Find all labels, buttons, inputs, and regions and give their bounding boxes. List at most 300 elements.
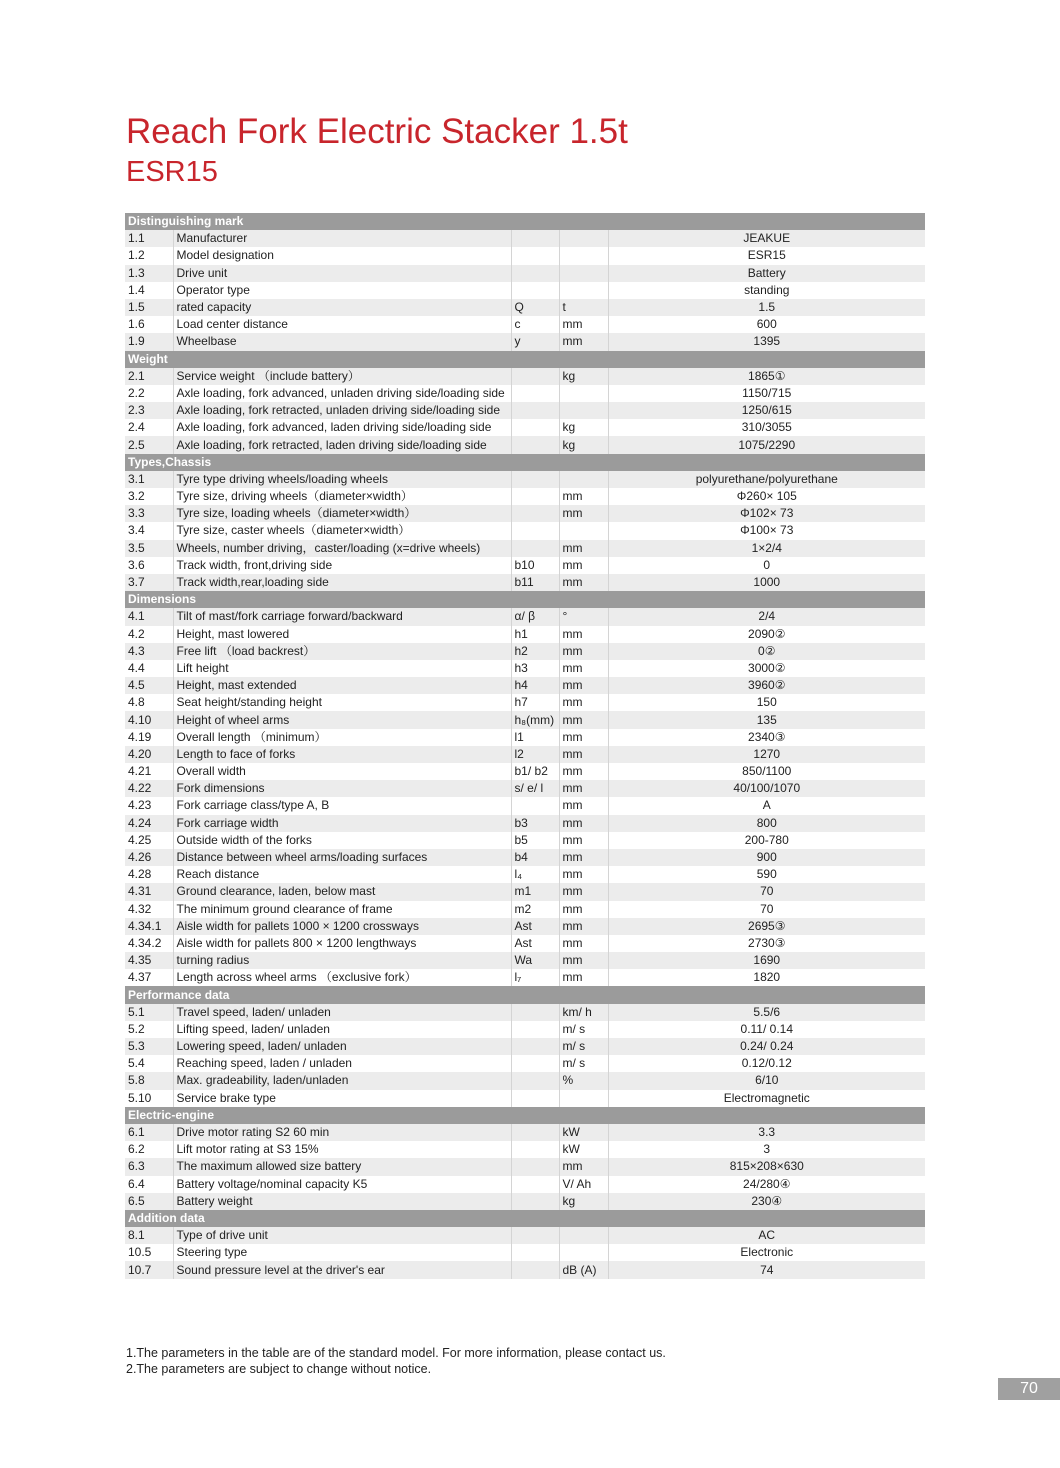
- parameter-name: Axle loading, fork advanced, unladen driving side/loading side: [173, 385, 511, 402]
- unit: mm: [559, 505, 608, 522]
- value: Electromagnetic: [608, 1090, 925, 1107]
- symbol: [511, 505, 559, 522]
- row-number: 3.7: [125, 574, 173, 591]
- row-number: 10.5: [125, 1244, 173, 1261]
- section-title: Electric-engine: [125, 1107, 925, 1124]
- unit: mm: [559, 626, 608, 643]
- unit: [559, 471, 608, 488]
- unit: mm: [559, 746, 608, 763]
- symbol: [511, 1021, 559, 1038]
- row-number: 4.37: [125, 969, 173, 986]
- parameter-name: Lowering speed, laden/ unladen: [173, 1038, 511, 1055]
- row-number: 3.1: [125, 471, 173, 488]
- value: 0.11/ 0.14: [608, 1021, 925, 1038]
- parameter-name: Max. gradeability, laden/unladen: [173, 1072, 511, 1089]
- value: A: [608, 797, 925, 814]
- section-header: [125, 591, 925, 608]
- value: 1690: [608, 952, 925, 969]
- value: 5.5/6: [608, 1004, 925, 1021]
- symbol: α/ β: [511, 608, 559, 625]
- symbol: [511, 282, 559, 299]
- unit: mm: [559, 1158, 608, 1175]
- row-number: 2.1: [125, 368, 173, 385]
- symbol: [511, 1038, 559, 1055]
- table-row: [125, 969, 925, 986]
- row-number: 4.32: [125, 901, 173, 918]
- symbol: Ast: [511, 935, 559, 952]
- symbol: [511, 265, 559, 282]
- value: 600: [608, 316, 925, 333]
- value: 230④: [608, 1193, 925, 1210]
- symbol: [511, 471, 559, 488]
- value: Φ102× 73: [608, 505, 925, 522]
- parameter-name: Lift motor rating at S3 15%: [173, 1141, 511, 1158]
- table-row: [125, 694, 925, 711]
- table-row: [125, 901, 925, 918]
- table-row: [125, 1124, 925, 1141]
- symbol: l1: [511, 729, 559, 746]
- row-number: 3.6: [125, 557, 173, 574]
- parameter-name: Model designation: [173, 247, 511, 264]
- table-row: [125, 1021, 925, 1038]
- row-number: 6.2: [125, 1141, 173, 1158]
- row-number: 1.9: [125, 333, 173, 350]
- parameter-name: The maximum allowed size battery: [173, 1158, 511, 1175]
- unit: mm: [559, 866, 608, 883]
- row-number: 4.1: [125, 608, 173, 625]
- unit: kg: [559, 436, 608, 453]
- value: 3.3: [608, 1124, 925, 1141]
- row-number: 1.1: [125, 230, 173, 247]
- symbol: [511, 402, 559, 419]
- parameter-name: Outside width of the forks: [173, 832, 511, 849]
- section-header: [125, 351, 925, 368]
- row-number: 4.25: [125, 832, 173, 849]
- parameter-name: turning radius: [173, 952, 511, 969]
- unit: mm: [559, 711, 608, 728]
- unit: [559, 265, 608, 282]
- value: 310/3055: [608, 419, 925, 436]
- row-number: 4.34.2: [125, 935, 173, 952]
- row-number: 1.3: [125, 265, 173, 282]
- parameter-name: Tyre size, caster wheels（diameter×width）: [173, 522, 511, 539]
- parameter-name: Type of drive unit: [173, 1227, 511, 1244]
- table-row: [125, 247, 925, 264]
- symbol: [511, 1158, 559, 1175]
- row-number: 4.3: [125, 643, 173, 660]
- symbol: [511, 1176, 559, 1193]
- table-row: [125, 918, 925, 935]
- parameter-name: Fork dimensions: [173, 780, 511, 797]
- parameter-name: Battery voltage/nominal capacity K5: [173, 1176, 511, 1193]
- section-header: [125, 1210, 925, 1227]
- parameter-name: Seat height/standing height: [173, 694, 511, 711]
- table-row: [125, 746, 925, 763]
- row-number: 3.5: [125, 540, 173, 557]
- table-row: [125, 711, 925, 728]
- unit: mm: [559, 316, 608, 333]
- symbol: h3: [511, 660, 559, 677]
- row-number: 5.2: [125, 1021, 173, 1038]
- table-row: [125, 780, 925, 797]
- table-row: [125, 316, 925, 333]
- value: 1820: [608, 969, 925, 986]
- parameter-name: Length across wheel arms （exclusive fork）: [173, 969, 511, 986]
- parameter-name: Height of wheel arms: [173, 711, 511, 728]
- row-number: 3.2: [125, 488, 173, 505]
- unit: mm: [559, 952, 608, 969]
- row-number: 4.26: [125, 849, 173, 866]
- table-row: [125, 265, 925, 282]
- value: 1×2/4: [608, 540, 925, 557]
- unit: mm: [559, 969, 608, 986]
- value: 40/100/1070: [608, 780, 925, 797]
- value: 2/4: [608, 608, 925, 625]
- row-number: 2.5: [125, 436, 173, 453]
- table-row: [125, 797, 925, 814]
- value: 2340③: [608, 729, 925, 746]
- value: 1270: [608, 746, 925, 763]
- table-row: [125, 866, 925, 883]
- unit: mm: [559, 677, 608, 694]
- parameter-name: Track width, front,driving side: [173, 557, 511, 574]
- parameter-name: Tyre type driving wheels/loading wheels: [173, 471, 511, 488]
- unit: kg: [559, 419, 608, 436]
- value: 3960②: [608, 677, 925, 694]
- table-row: [125, 1261, 925, 1278]
- value: 900: [608, 849, 925, 866]
- unit: m/ s: [559, 1038, 608, 1055]
- value: 0.12/0.12: [608, 1055, 925, 1072]
- parameter-name: Lifting speed, laden/ unladen: [173, 1021, 511, 1038]
- section-header: [125, 454, 925, 471]
- row-number: 4.35: [125, 952, 173, 969]
- parameter-name: Aisle width for pallets 800 × 1200 lengthways: [173, 935, 511, 952]
- value: 0②: [608, 643, 925, 660]
- symbol: [511, 1261, 559, 1278]
- unit: mm: [559, 333, 608, 350]
- row-number: 6.4: [125, 1176, 173, 1193]
- symbol: h7: [511, 694, 559, 711]
- section-header: [125, 213, 925, 230]
- row-number: 4.24: [125, 815, 173, 832]
- symbol: [511, 1090, 559, 1107]
- spec-table: [125, 213, 925, 1279]
- parameter-name: Height, mast extended: [173, 677, 511, 694]
- value: 200-780: [608, 832, 925, 849]
- parameter-name: Fork carriage width: [173, 815, 511, 832]
- unit: mm: [559, 574, 608, 591]
- row-number: 4.31: [125, 883, 173, 900]
- parameter-name: Ground clearance, laden, below mast: [173, 883, 511, 900]
- symbol: Wa: [511, 952, 559, 969]
- table-row: [125, 1227, 925, 1244]
- section-title: Types,Chassis: [125, 454, 925, 471]
- unit: mm: [559, 832, 608, 849]
- value: JEAKUE: [608, 230, 925, 247]
- parameter-name: Load center distance: [173, 316, 511, 333]
- row-number: 4.22: [125, 780, 173, 797]
- unit: mm: [559, 540, 608, 557]
- unit: kg: [559, 1193, 608, 1210]
- parameter-name: Overall length （minimum）: [173, 729, 511, 746]
- table-row: [125, 505, 925, 522]
- parameter-name: Reaching speed, laden / unladen: [173, 1055, 511, 1072]
- unit: mm: [559, 729, 608, 746]
- table-row: [125, 1244, 925, 1261]
- parameter-name: Drive motor rating S2 60 min: [173, 1124, 511, 1141]
- value: 1075/2290: [608, 436, 925, 453]
- note-1: 1.The parameters in the table are of the standard model. For more information, please contact us.: [126, 1346, 666, 1360]
- unit: mm: [559, 849, 608, 866]
- table-row: [125, 815, 925, 832]
- section-title: Weight: [125, 351, 925, 368]
- symbol: b11: [511, 574, 559, 591]
- table-row: [125, 333, 925, 350]
- value: 0.24/ 0.24: [608, 1038, 925, 1055]
- row-number: 6.3: [125, 1158, 173, 1175]
- unit: V/ Ah: [559, 1176, 608, 1193]
- table-row: [125, 952, 925, 969]
- table-row: [125, 1072, 925, 1089]
- parameter-name: Reach distance: [173, 866, 511, 883]
- unit: mm: [559, 883, 608, 900]
- table-row: [125, 608, 925, 625]
- symbol: [511, 488, 559, 505]
- symbol: y: [511, 333, 559, 350]
- parameter-name: Track width,rear,loading side: [173, 574, 511, 591]
- value: 6/10: [608, 1072, 925, 1089]
- table-row: [125, 471, 925, 488]
- table-row: [125, 488, 925, 505]
- symbol: [511, 1055, 559, 1072]
- parameter-name: Service weight （include battery）: [173, 368, 511, 385]
- table-row: [125, 419, 925, 436]
- row-number: 5.10: [125, 1090, 173, 1107]
- row-number: 1.5: [125, 299, 173, 316]
- row-number: 4.21: [125, 763, 173, 780]
- parameter-name: Height, mast lowered: [173, 626, 511, 643]
- parameter-name: Drive unit: [173, 265, 511, 282]
- row-number: 2.4: [125, 419, 173, 436]
- note-2: 2.The parameters are subject to change without notice.: [126, 1361, 432, 1376]
- section-title: Addition data: [125, 1210, 925, 1227]
- value: 2090②: [608, 626, 925, 643]
- parameter-name: Travel speed, laden/ unladen: [173, 1004, 511, 1021]
- symbol: [511, 1124, 559, 1141]
- unit: kW: [559, 1141, 608, 1158]
- unit: [559, 1090, 608, 1107]
- table-row: [125, 626, 925, 643]
- unit: mm: [559, 797, 608, 814]
- row-number: 8.1: [125, 1227, 173, 1244]
- unit: [559, 282, 608, 299]
- symbol: b4: [511, 849, 559, 866]
- symbol: [511, 247, 559, 264]
- table-row: [125, 643, 925, 660]
- unit: [559, 402, 608, 419]
- unit: [559, 247, 608, 264]
- section-title: Distinguishing mark: [125, 213, 925, 230]
- value: 0: [608, 557, 925, 574]
- unit: dB (A): [559, 1261, 608, 1278]
- parameter-name: Steering type: [173, 1244, 511, 1261]
- unit: mm: [559, 815, 608, 832]
- table-row: [125, 230, 925, 247]
- value: 1250/615: [608, 402, 925, 419]
- parameter-name: Overall width: [173, 763, 511, 780]
- parameter-name: Wheelbase: [173, 333, 511, 350]
- symbol: [511, 230, 559, 247]
- parameter-name: Length to face of forks: [173, 746, 511, 763]
- unit: mm: [559, 557, 608, 574]
- row-number: 4.4: [125, 660, 173, 677]
- table-row: [125, 935, 925, 952]
- value: Electronic: [608, 1244, 925, 1261]
- symbol: Q: [511, 299, 559, 316]
- value: 590: [608, 866, 925, 883]
- value: 74: [608, 1261, 925, 1278]
- unit: mm: [559, 935, 608, 952]
- value: Φ100× 73: [608, 522, 925, 539]
- symbol: [511, 1072, 559, 1089]
- model-title: ESR15: [126, 156, 218, 188]
- row-number: 10.7: [125, 1261, 173, 1278]
- row-number: 6.1: [125, 1124, 173, 1141]
- symbol: l₇: [511, 969, 559, 986]
- row-number: 1.4: [125, 282, 173, 299]
- parameter-name: Distance between wheel arms/loading surfaces: [173, 849, 511, 866]
- unit: mm: [559, 660, 608, 677]
- table-row: [125, 763, 925, 780]
- row-number: 5.4: [125, 1055, 173, 1072]
- row-number: 4.8: [125, 694, 173, 711]
- value: 850/1100: [608, 763, 925, 780]
- row-number: 3.4: [125, 522, 173, 539]
- unit: mm: [559, 643, 608, 660]
- symbol: s/ e/ l: [511, 780, 559, 797]
- table-row: [125, 1038, 925, 1055]
- row-number: 1.2: [125, 247, 173, 264]
- parameter-name: Tyre size, loading wheels（diameter×width）: [173, 505, 511, 522]
- symbol: [511, 385, 559, 402]
- section-header: [125, 1107, 925, 1124]
- value: 3: [608, 1141, 925, 1158]
- value: Φ260× 105: [608, 488, 925, 505]
- parameter-name: Axle loading, fork retracted, unladen driving side/loading side: [173, 402, 511, 419]
- table-row: [125, 368, 925, 385]
- unit: mm: [559, 694, 608, 711]
- parameter-name: Service brake type: [173, 1090, 511, 1107]
- unit: mm: [559, 488, 608, 505]
- section-title: Performance data: [125, 986, 925, 1003]
- symbol: h1: [511, 626, 559, 643]
- row-number: 4.5: [125, 677, 173, 694]
- parameter-name: Battery weight: [173, 1193, 511, 1210]
- unit: m/ s: [559, 1021, 608, 1038]
- symbol: [511, 1004, 559, 1021]
- row-number: 4.19: [125, 729, 173, 746]
- parameter-name: Axle loading, fork advanced, laden driving side/loading side: [173, 419, 511, 436]
- unit: [559, 1244, 608, 1261]
- symbol: h₈(mm): [511, 711, 559, 728]
- symbol: [511, 436, 559, 453]
- parameter-name: Sound pressure level at the driver's ear: [173, 1261, 511, 1278]
- table-row: [125, 849, 925, 866]
- parameter-name: Tilt of mast/fork carriage forward/backward: [173, 608, 511, 625]
- value: 135: [608, 711, 925, 728]
- parameter-name: Tyre size, driving wheels（diameter×width）: [173, 488, 511, 505]
- unit: mm: [559, 780, 608, 797]
- row-number: 5.1: [125, 1004, 173, 1021]
- value: 2730③: [608, 935, 925, 952]
- unit: [559, 522, 608, 539]
- page-number: 70: [998, 1378, 1060, 1400]
- value: Battery: [608, 265, 925, 282]
- value: 1.5: [608, 299, 925, 316]
- table-row: [125, 557, 925, 574]
- symbol: [511, 1227, 559, 1244]
- parameter-name: Wheels, number driving，caster/loading (x=drive wheels): [173, 540, 511, 557]
- row-number: 4.20: [125, 746, 173, 763]
- row-number: 4.28: [125, 866, 173, 883]
- row-number: 6.5: [125, 1193, 173, 1210]
- unit: mm: [559, 918, 608, 935]
- table-row: [125, 1176, 925, 1193]
- value: 2695③: [608, 918, 925, 935]
- table-row: [125, 677, 925, 694]
- value: 1395: [608, 333, 925, 350]
- unit: kW: [559, 1124, 608, 1141]
- parameter-name: Lift height: [173, 660, 511, 677]
- value: 815×208×630: [608, 1158, 925, 1175]
- value: ESR15: [608, 247, 925, 264]
- symbol: l2: [511, 746, 559, 763]
- symbol: m1: [511, 883, 559, 900]
- symbol: b10: [511, 557, 559, 574]
- value: 1000: [608, 574, 925, 591]
- symbol: c: [511, 316, 559, 333]
- unit: mm: [559, 901, 608, 918]
- table-row: [125, 1004, 925, 1021]
- row-number: 5.8: [125, 1072, 173, 1089]
- unit: [559, 385, 608, 402]
- value: 24/280④: [608, 1176, 925, 1193]
- row-number: 5.3: [125, 1038, 173, 1055]
- row-number: 2.3: [125, 402, 173, 419]
- symbol: m2: [511, 901, 559, 918]
- table-row: [125, 1193, 925, 1210]
- value: standing: [608, 282, 925, 299]
- section-header: [125, 986, 925, 1003]
- value: 70: [608, 901, 925, 918]
- unit: %: [559, 1072, 608, 1089]
- symbol: h2: [511, 643, 559, 660]
- unit: kg: [559, 368, 608, 385]
- parameter-name: Operator type: [173, 282, 511, 299]
- symbol: b1/ b2: [511, 763, 559, 780]
- symbol: [511, 1141, 559, 1158]
- table-row: [125, 1158, 925, 1175]
- value: 70: [608, 883, 925, 900]
- symbol: [511, 540, 559, 557]
- table-row: [125, 282, 925, 299]
- symbol: [511, 419, 559, 436]
- table-row: [125, 660, 925, 677]
- table-row: [125, 1055, 925, 1072]
- unit: mm: [559, 763, 608, 780]
- unit: t: [559, 299, 608, 316]
